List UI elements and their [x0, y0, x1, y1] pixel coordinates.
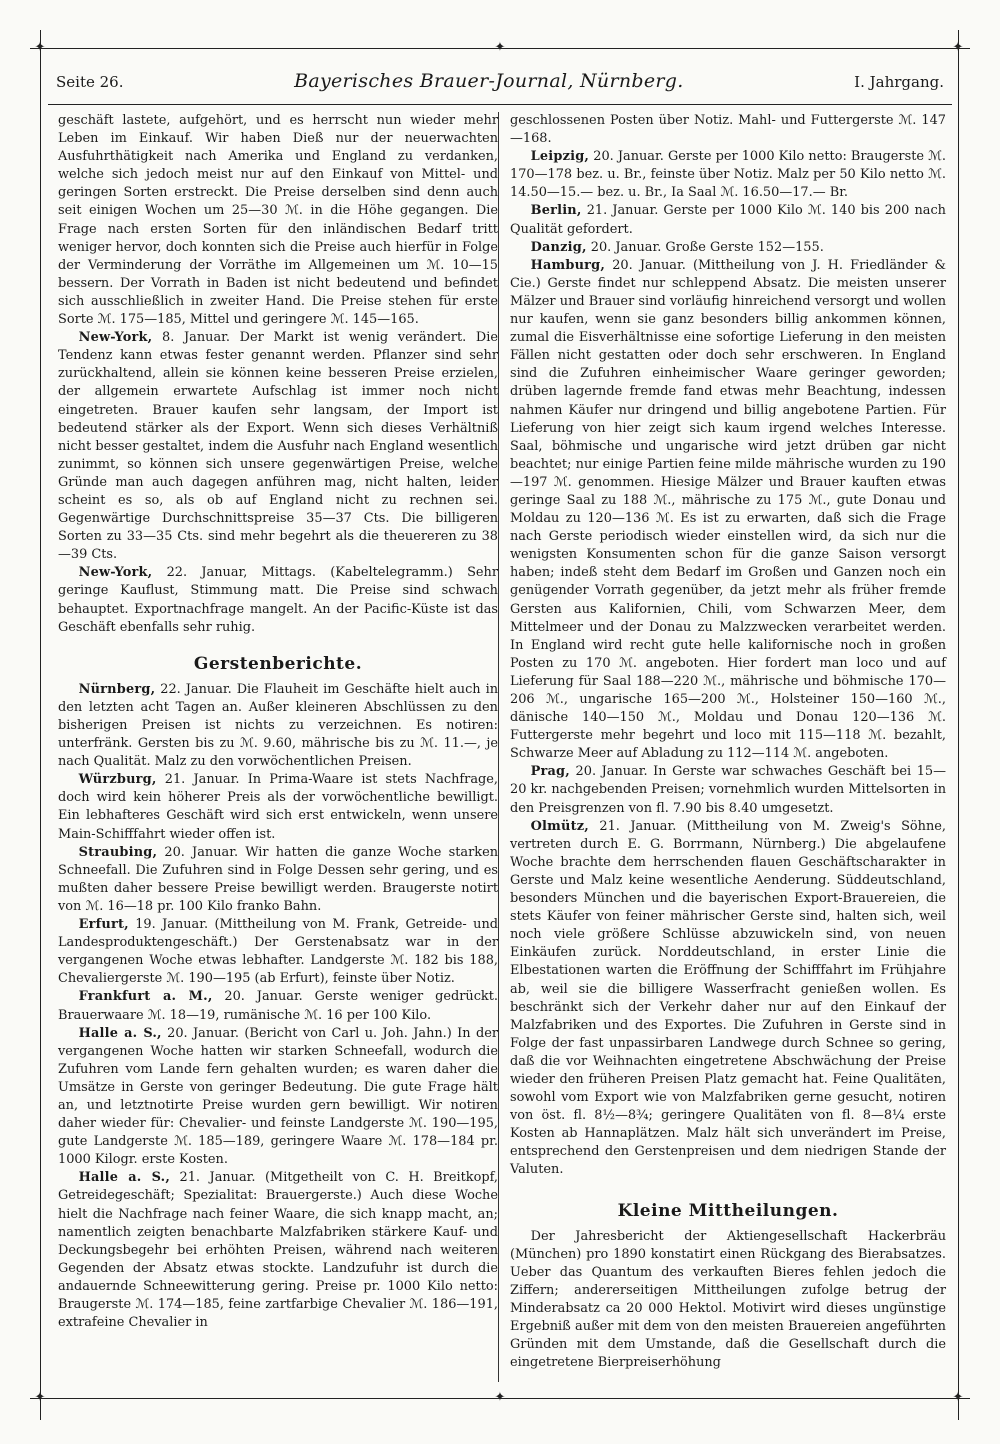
report-text: 20. Januar. Große Gerste 152—155. [586, 239, 824, 255]
column-divider [498, 112, 499, 1382]
section-heading: Kleine Mittheilungen. [617, 1200, 839, 1221]
report-text: 20. Januar. Gerste per 1000 Kilo netto: Braugerste ℳ. 170—178 bez. u. Br., feinste über Notiz. Malz per 50 Kilo netto ℳ. 14.50—15.— bez. u. Br., Ia Saal ℳ. 16.50—17.— Br. [510, 149, 946, 201]
right-column [510, 112, 946, 1372]
report-text: 21. Januar. (Mittheilung von M. Zweig's Söhne, vertreten durch E. G. Borrmann, Nürnberg.) Die abgelaufene Woche brachte dem herrschenden flauen Geschäftscharakter in Gerste und Malz keine wesentliche Aenderung. Süddeutschland, besonders München und die bayerischen Export-Brauereien, die stets Käufer von feiner mährischer Gerste sind, halten sich, weil noch viele größere Schlüsse abzuwickeln sind, von neuen Einkäufen zurück. Norddeutschland, in erster Linie die Elbestationen warten die Eröffnung der Schifffahrt im Frühjahre ab, weil sie die billigere Wasserfracht genießen wollen. Es beschränkt sich der Verkehr daher nur auf den Einkauf der Malzfabriken und des Exportes. Die Zufuhren in Gerste sind in Folge der fast unpassirbaren Landwege durch Schnee so gering, daß die vor Weihnachten eingetretene Abschwächung der Preise wieder den früheren Preisen Platz gemacht hat. Feine Qualitäten, sowohl vom Export wie von Malzfabriken gerne gesucht, notiren von öst. fl. 8½—8¾; geringere Qualitäten von fl. 8—8¼ erste Kosten ab Hannaplätzen. Malz hält sich unverändert im Preise, entsprechend den Gerstenpreisen und dem niedrigen Stande der Valuten. [510, 818, 946, 1178]
report-text: 21. Januar. Gerste per 1000 Kilo ℳ. 140 bis 200 nach Qualität gefordert. [510, 203, 946, 237]
article-text: geschäft lastete, aufgehört, und es herrscht nun wieder mehr Leben im Einkauf. Wir haben Dieß nur der neuerwachten Ausfuhrthätigkeit nach Amerika und England zu verdanken, welche sich jedoch meist nur auf den Einkauf von Mittel- und geringen Sorten erstreckt. Die Preise derselben sind denn auch seit einigen Wochen um 25—30 ℳ. in die Höhe gegangen. Die Frage nach ersten Sorten für den inländischen Bedarf tritt weniger hervor, doch konnten sich die Preise auch hierfür in Folge der Verminderung der Vorräthe im Allgemeinen um ℳ. 10—15 bessern. Der Vorrath in Baden ist nicht bedeutend und befindet sich ausschließlich in zweiter Hand. Die Preise stehen für erste Sorte ℳ. 175—185, Mittel und geringere ℳ. 145—165. [58, 113, 498, 328]
report-text: 20. Januar. Wir hatten die ganze Woche starken Schneefall. Die Zufuhren sind in Folge Dessen sehr gering, und es mußten daher bessere Preise bewilligt werden. Braugerste notirt von ℳ. 16—18 pr. 100 Kilo franko Bahn. [58, 844, 498, 914]
report-place: Danzig, [530, 239, 587, 255]
market-report [58, 329, 498, 564]
report-place: Halle a. S., [78, 1170, 171, 1186]
market-report [58, 1169, 498, 1332]
market-report [510, 763, 946, 817]
right-frame-rule [958, 30, 959, 1420]
volume-label: I. Jahrgang. [854, 73, 944, 91]
market-report [58, 988, 498, 1024]
market-report [510, 257, 946, 764]
notice-text: Der Jahresbericht der Aktiengesellschaft Hackerbräu (München) pro 1890 konstatirt einen Rückgang des Bierabsatzes. Ueber das Quantum des verkauften Bieres fehlen jedoch die Ziffern; andererseitigen Mittheilungen zufolge betrug der Minderabsatz ca 20 000 Hektol. Motivirt wird dieses ungünstige Ergebniß außer mit dem von den meisten Brauereien angeführten Gründen mit dem Umstande, daß die Gesellschaft durch die eingetretene Bierpreiserhöhung [510, 1228, 946, 1371]
report-place: Prag, [530, 764, 570, 780]
market-report [58, 1025, 498, 1170]
left-frame-rule [40, 30, 41, 1420]
report-text: 20. Januar. (Bericht von Carl u. Joh. Jahn.) In der vergangenen Woche hatten wir starken Schneefall, wodurch die Zufuhren vom Lande fern gehalten wurden; es waren daher die Umsätze in Gerste von geringer Bedeutung. Die gute Frage hält an, und letztnotirte Preise wurden gern bewilligt. Wir notiren daher wieder für: Chevalier- und feinste Landgerste ℳ. 190—195, gute Landgerste ℳ. 185—189, geringere Waare ℳ. 178—184 pr. 1000 Kilogr. erste Kosten. [58, 1025, 498, 1168]
report-place: Halle a. S., [78, 1025, 162, 1041]
market-report [58, 564, 498, 636]
market-report [58, 916, 498, 988]
report-place: New-York, [78, 330, 153, 346]
report-text: 20. Januar. (Mittheilung von J. H. Friedländer & Cie.) Gerste findet nur schleppend Absatz. Die meisten unserer Mälzer und Brauer sind vorläufig hinreichend versorgt und wollen nur kaufen, wenn sie ganz besonders billig ankommen können, zumal die Eisverhältnisse eine sofortige Lieferung in den meisten Fällen nicht gestatten oder doch sehr erschweren. In England sind die Zufuhren einheimischer Waare geringer geworden; drüben lagernde fremde fand etwas mehr Beachtung, indessen nahmen Käufer nur dringend und billig angebotene Partien. Für Lieferung von hier zeigt sich kaum irgend welches Interesse. Saal, böhmische und ungarische wird jetzt drüben gar nicht beachtet; nur einige Partien feine milde mährische wurden zu 190—197 ℳ. genommen. Hiesige Mälzer und Brauer kauften etwas geringe Saal zu 188 ℳ., mährische zu 175 ℳ., gute Donau und Moldau zu 120—136 ℳ. Es ist zu erwarten, daß sich die Frage nach Gerste periodisch wieder einstellen wird, da sich nur die wenigsten Konsumenten schon für die ganze Saison versorgt haben; indeß steht dem Bedarf im Großen und Ganzen noch ein genügender Vorrath gegenüber, da jetzt mehr als früher fremde Gersten aus Kalifornien, Chili, vom Schwarzen Meer, dem Mittelmeer und der Donau zu Malzzwecken verarbeitet werden. In England wird recht gute helle kalifornische noch in großen Posten zu 170 ℳ. angeboten. Hier fordert man loco und auf Lieferung für Saal 188—220 ℳ., mährische und böhmische 170—206 ℳ., ungarische 165—200 ℳ., Holsteiner 150—160 ℳ., dänische 140—150 ℳ., Moldau und Donau 120—136 ℳ. Futtergerste mehr begehrt und loco mit 115—118 ℳ. bezahlt, Schwarze Meer auf Abladung zu 112—114 ℳ. angeboten. [510, 257, 946, 762]
report-text: 8. Januar. Der Markt ist wenig verändert. Die Tendenz kann etwas fester genannt werden. Pflanzer sind sehr zurückhaltend, allein sie können keine besseren Preise erzielen, der allgemein erwartete Aufschlag ist immer noch nicht eingetreten. Brauer kaufen sehr langsam, der Import ist bedeutend stärker als der Export. Wenn sich dieses Verhältniß nicht besser gestaltet, indem die Ausfuhr nach England wesentlich zunimmt, so können sich unsere gegenwärtigen Preise, welche Gründe man auch dagegen anführen mag, nicht halten, leider scheint es so, als ob auf England nicht zu rechnen sei. Gegenwärtige Durchschnittspreise 35—37 Cts. Die billigeren Sorten zu 33—35 Cts. sind mehr begehrt als die theuereren zu 38—39 Cts. [58, 330, 498, 563]
section-heading: Gerstenberichte. [193, 653, 363, 674]
corner-ornament-icon: ✦ [34, 40, 46, 55]
corner-ornament-icon: ✦ [34, 1390, 46, 1405]
report-place: Straubing, [78, 844, 158, 860]
page-number: Seite 26. [56, 73, 124, 91]
report-text: 22. Januar. Die Flauheit im Geschäfte hielt auch in den letzten acht Tagen an. Außer kleineren Abschlüssen zu den bisherigen Preisen ist nichts zu verzeichnen. Es notiren: unterfränk. Gersten bis zu ℳ. 9.60, mährische bis zu ℳ. 11.—, je nach Qualität. Malz zu den vorwöchentlichen Preisen. [58, 681, 498, 770]
market-report [58, 771, 498, 843]
market-report [510, 202, 946, 238]
report-place: Würzburg, [78, 772, 157, 788]
corner-ornament-icon: ✦ [952, 40, 964, 55]
report-text: 20. Januar. In Gerste war schwaches Geschäft bei 15—20 kr. nachgebenden Preisen; vornehmlich wurden Mittelsorten in den Preisgrenzen von fl. 7.90 bis 8.40 umgesetzt. [510, 764, 946, 816]
report-text: 20. Januar. Gerste weniger gedrückt. Brauerwaare ℳ. 18—19, rumänische ℳ. 16 per 100 Kilo. [58, 989, 498, 1023]
report-text: 19. Januar. (Mittheilung von M. Frank, Getreide- und Landesproduktengeschäft.) Der Gerstenabsatz war in der vergangenen Woche etwas lebhafter. Landgerste ℳ. 182 bis 188, Chevaliergerste ℳ. 190—195 (ab Erfurt), feinste über Notiz. [58, 917, 498, 987]
report-text: 21. Januar. (Mitgetheilt von C. H. Breitkopf, Getreidegeschäft; Spezialitat: Brauergerste.) Auch diese Woche hielt die Nachfrage nach feiner Waare, die sich knapp macht, an; namentlich zeigten benachbarte Malzfabriken stärkere Kauf- und Deckungsbegehr bei erhöhten Preisen, während nach weiteren Gegenden der Absatz etwas stockte. Landzufuhr ist durch die andauernde Schneewitterung gering. Preise pr. 1000 Kilo netto: Braugerste ℳ. 174—185, feine zartfarbige Chevalier ℳ. 186—191, extrafeine Chevalier in [58, 1170, 498, 1331]
center-ornament-icon: ✦ [494, 1390, 506, 1405]
header-rule [48, 104, 952, 105]
center-ornament-icon: ✦ [494, 40, 506, 55]
market-report [58, 681, 498, 771]
report-text: 21. Januar. In Prima-Waare ist stets Nachfrage, doch wird kein höherer Preis als der vorwöchentliche bewilligt. Ein lebhafteres Geschäft wird sich erst entwickeln, wenn unsere Main-Schifffahrt wieder offen ist. [58, 772, 498, 842]
journal-title: Bayerisches Brauer-Journal, Nürnberg. [294, 70, 684, 92]
report-text: 22. Januar, Mittags. (Kabeltelegramm.) Sehr geringe Kauflust, Stimmung matt. Die Preise sind schwach behauptet. Exportnachfrage mangelt. An der Pacific-Küste ist das Geschäft ebenfalls sehr ruhig. [58, 565, 498, 635]
report-place: Berlin, [530, 203, 582, 219]
page-header [56, 70, 944, 98]
market-report [58, 844, 498, 916]
report-place: Leipzig, [530, 149, 590, 165]
article-text: geschlossenen Posten über Notiz. Mahl- und Futtergerste ℳ. 147—168. [510, 113, 946, 147]
report-place: New-York, [78, 565, 153, 581]
report-place: Nürnberg, [78, 681, 156, 697]
report-place: Olmütz, [530, 818, 589, 834]
market-report [510, 239, 946, 257]
report-place: Erfurt, [78, 917, 129, 933]
market-report [510, 818, 946, 1180]
left-column [58, 112, 498, 1332]
corner-ornament-icon: ✦ [952, 1390, 964, 1405]
report-place: Frankfurt a. M., [78, 989, 213, 1005]
market-report [510, 148, 946, 202]
report-place: Hamburg, [530, 257, 606, 273]
